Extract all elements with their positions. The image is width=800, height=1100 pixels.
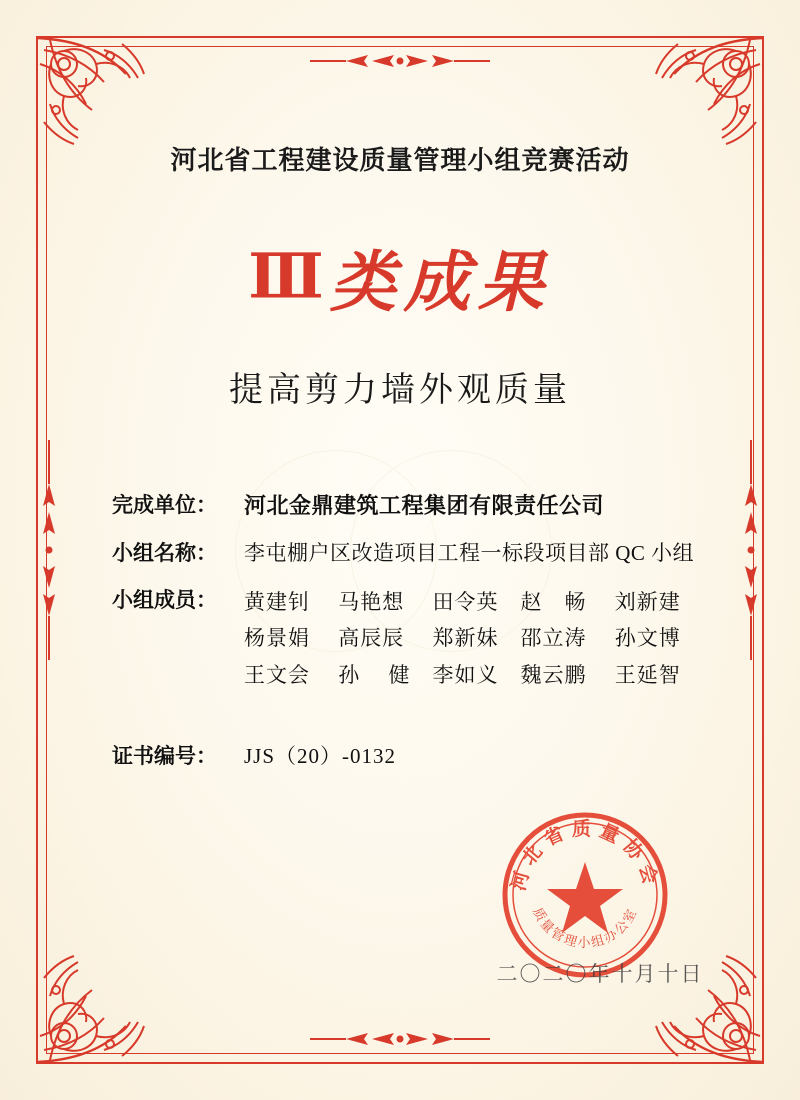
edge-ornament-bottom <box>310 1030 490 1048</box>
certificate-number-row <box>80 740 720 770</box>
certificate-number-value: JJS（20）-0132 <box>244 743 397 768</box>
award-grade-text: 类成果 <box>329 245 552 319</box>
member-line: 杨景娟 高辰辰 郑新妹 邵立涛 孙文博 <box>244 626 681 651</box>
certificate-number-label: 证书编号： <box>112 744 217 768</box>
field-value-unit: 河北金鼎建筑工程集团有限责任公司 <box>244 493 605 518</box>
field-value-members <box>244 584 681 694</box>
edge-ornament-top <box>310 52 490 70</box>
project-title: 提高剪力墙外观质量 <box>229 372 571 409</box>
organization-title: 河北省工程建设质量管理小组竞赛活动 <box>170 145 630 175</box>
edge-ornament-left <box>40 440 58 660</box>
field-row-unit <box>112 489 720 523</box>
svg-text:质量管理小组办公室: 质量管理小组办公室 <box>530 905 640 951</box>
svg-text:河北省质量协会: 河北省质量协会 <box>508 819 662 894</box>
member-line: 王文会 孙 健 李如义 魏云鹏 王延智 <box>244 663 681 688</box>
field-row-group-name <box>112 537 720 570</box>
fields-block <box>80 489 720 694</box>
official-seal-stamp <box>500 810 670 980</box>
field-label-unit: 完成单位： <box>112 494 217 517</box>
field-value-group-name: 李屯棚户区改造项目工程一标段项目部 QC 小组 <box>244 541 695 566</box>
field-row-members <box>112 584 720 694</box>
field-label-members: 小组成员： <box>112 588 217 612</box>
seal-area <box>470 810 730 1010</box>
issue-date: 二〇二〇年十月十日 <box>496 962 704 986</box>
field-label-group-name: 小组名称： <box>112 542 217 566</box>
member-line: 黄建钊 马艳想 田令英 赵 畅 刘新建 <box>244 589 681 614</box>
award-grade-line <box>80 229 720 324</box>
edge-ornament-right <box>742 440 760 660</box>
award-grade-numeral: Ⅲ <box>248 243 326 312</box>
